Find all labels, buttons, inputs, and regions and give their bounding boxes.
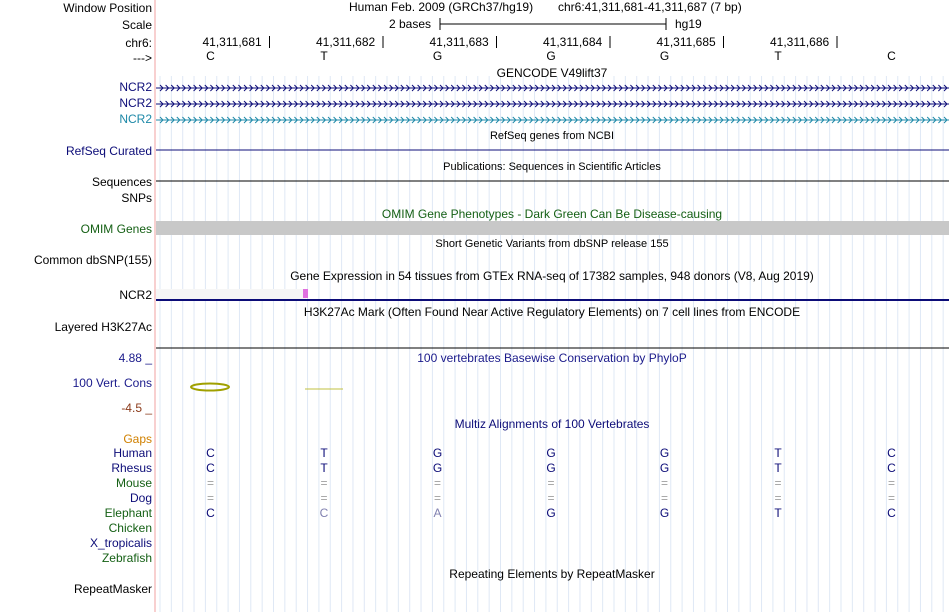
- publications-label[interactable]: Sequences: [91, 175, 152, 189]
- alignment-base: G: [659, 506, 670, 520]
- alignment-base: =: [320, 476, 328, 490]
- snps-label: SNPs: [121, 191, 152, 205]
- assembly-title[interactable]: Human Feb. 2009 (GRCh37/hg19): [349, 0, 534, 14]
- scale-label: Scale: [121, 18, 152, 32]
- species-label[interactable]: Rhesus: [111, 461, 152, 475]
- alignment-base: C: [319, 506, 329, 520]
- phylop-label[interactable]: 100 Vert. Cons: [72, 376, 152, 390]
- alignment-base: G: [546, 506, 556, 520]
- alignment-base: C: [206, 461, 215, 475]
- window-position-label: Window Position: [63, 1, 152, 15]
- alignment-base: T: [320, 461, 328, 475]
- coordinate-label: 41,311,683: [429, 35, 489, 49]
- coordinate-label: 41,311,681: [202, 35, 262, 49]
- base-letter: T: [774, 49, 782, 63]
- alignment-base: =: [774, 476, 782, 490]
- repeatmasker-title[interactable]: Repeating Elements by RepeatMasker: [449, 567, 655, 581]
- coordinate-label: 41,311,684: [543, 35, 603, 49]
- alignment-base: G: [659, 461, 670, 475]
- alignment-base: G: [432, 446, 443, 460]
- alignment-base: C: [206, 446, 215, 460]
- alignment-base: =: [206, 476, 215, 490]
- alignment-base: =: [660, 476, 669, 490]
- alignment-base: =: [774, 491, 782, 505]
- refseq-label[interactable]: RefSeq Curated: [65, 144, 152, 158]
- alignment-base: =: [547, 476, 555, 490]
- phylop-title[interactable]: 100 vertebrates Basewise Conservation by PhyloP: [417, 351, 687, 365]
- alignment-base: G: [546, 461, 556, 475]
- dbsnp-title[interactable]: Short Genetic Variants from dbSNP release 155: [435, 238, 669, 250]
- coordinate-label: 41,311,686: [770, 35, 830, 49]
- coordinate-label: 41,311,682: [316, 35, 376, 49]
- coordinate-label: 41,311,685: [656, 35, 716, 49]
- omim-bar: [156, 221, 949, 235]
- omim-title[interactable]: OMIM Gene Phenotypes - Dark Green Can Be Disease-causing: [381, 207, 723, 221]
- base-letter: G: [432, 49, 443, 63]
- species-label[interactable]: Zebrafish: [101, 551, 152, 565]
- alignment-base: =: [547, 491, 555, 505]
- alignment-base: =: [320, 491, 328, 505]
- scale-db: hg19: [675, 17, 702, 31]
- alignment-base: G: [546, 446, 556, 460]
- strand-label: --->: [133, 51, 152, 65]
- alignment-base: C: [206, 506, 215, 520]
- alignment-base: C: [887, 506, 896, 520]
- alignment-base: C: [887, 461, 896, 475]
- position-text[interactable]: chr6:41,311,681-41,311,687 (7 bp): [558, 0, 742, 14]
- publications-title[interactable]: Publications: Sequences in Scientific Articles: [443, 161, 661, 173]
- alignment-base: T: [320, 446, 328, 460]
- base-letter: C: [887, 49, 896, 63]
- alignment-base: C: [887, 446, 896, 460]
- h3k27ac-title[interactable]: H3K27Ac Mark (Often Found Near Active Regulatory Elements) on 7 cell lines from ENCODE: [303, 305, 801, 319]
- alignment-base: T: [774, 506, 782, 520]
- species-label[interactable]: Chicken: [108, 521, 152, 535]
- alignment-base: G: [659, 446, 670, 460]
- gencode-label-1[interactable]: NCR2: [119, 80, 152, 94]
- gencode-label-2[interactable]: NCR2: [119, 96, 152, 110]
- alignment-base: =: [433, 491, 442, 505]
- species-label[interactable]: X_tropicalis: [89, 536, 152, 550]
- gaps-label: Gaps: [123, 432, 152, 446]
- alignment-base: T: [774, 446, 782, 460]
- h3k27ac-label[interactable]: Layered H3K27Ac: [54, 320, 152, 334]
- alignment-base: T: [774, 461, 782, 475]
- base-letter: T: [320, 49, 328, 63]
- alignment-base: =: [887, 491, 896, 505]
- repeatmasker-label[interactable]: RepeatMasker: [73, 582, 152, 596]
- refseq-title[interactable]: RefSeq genes from NCBI: [489, 130, 615, 142]
- gtex-bar: [156, 289, 306, 299]
- phylop-min-label: -4.5 _: [121, 401, 152, 415]
- phylop-mark: [191, 384, 229, 391]
- gtex-label[interactable]: NCR2: [119, 288, 152, 302]
- alignment-base: =: [887, 476, 896, 490]
- alignment-base: =: [206, 491, 215, 505]
- base-letter: C: [206, 49, 215, 63]
- species-label[interactable]: Elephant: [104, 506, 152, 520]
- species-label[interactable]: Mouse: [115, 476, 152, 490]
- gencode-label-3[interactable]: NCR2: [119, 112, 152, 126]
- alignment-base: =: [433, 476, 442, 490]
- alignment-base: G: [432, 461, 443, 475]
- multiz-title[interactable]: Multiz Alignments of 100 Vertebrates: [454, 417, 650, 431]
- species-label[interactable]: Dog: [129, 491, 152, 505]
- dbsnp-label[interactable]: Common dbSNP(155): [33, 253, 152, 267]
- base-letter: G: [659, 49, 670, 63]
- gtex-pink-bar: [303, 289, 308, 298]
- alignment-base: =: [660, 491, 669, 505]
- base-letter: G: [546, 49, 556, 63]
- phylop-max-label: 4.88 _: [118, 351, 152, 365]
- scale-value: 2 bases: [389, 17, 432, 31]
- alignment-base: A: [433, 506, 442, 520]
- chrom-label: chr6:: [125, 36, 152, 50]
- species-label[interactable]: Human: [113, 446, 152, 460]
- gencode-title[interactable]: GENCODE V49lift37: [496, 66, 608, 80]
- gtex-title[interactable]: Gene Expression in 54 tissues from GTEx RNA-seq of 17382 samples, 948 donors (V8, Aug 2019): [290, 269, 814, 283]
- omim-label[interactable]: OMIM Genes: [80, 222, 152, 236]
